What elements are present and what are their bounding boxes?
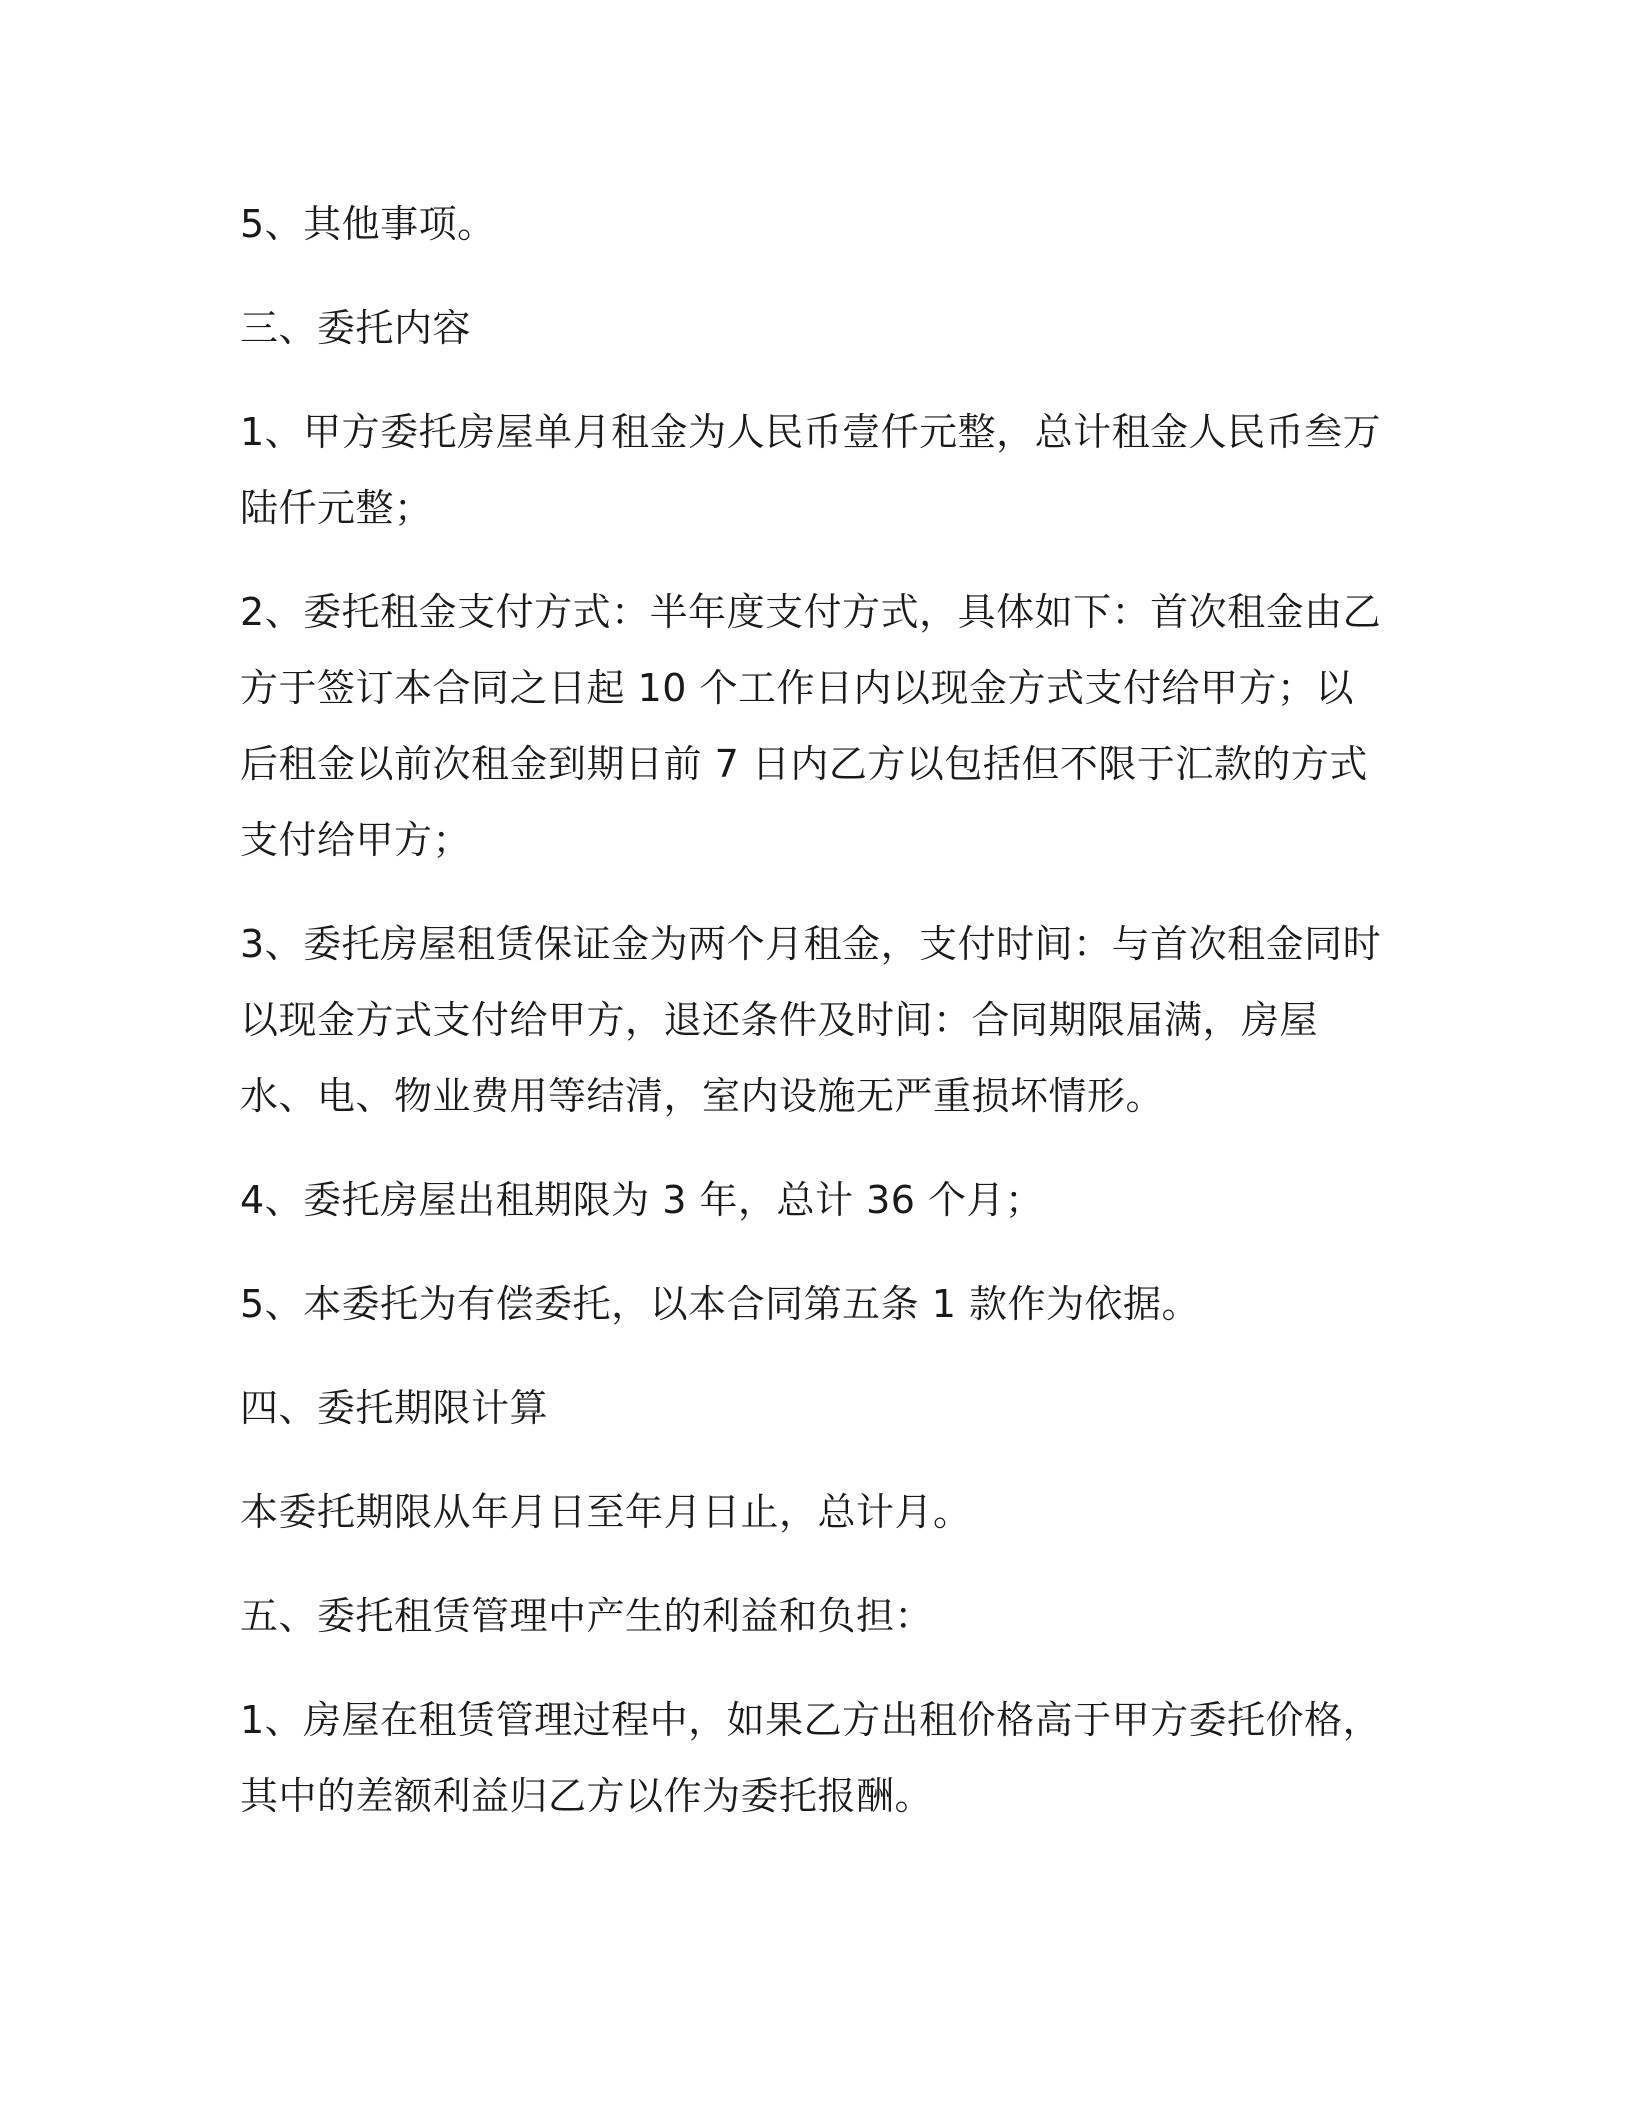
clause-5-1-difference: 1、房屋在租赁管理过程中，如果乙方出租价格高于甲方委托价格，其中的差额利益归乙方以作为委托报酬。 [240,1698,1382,1818]
clause-3-4-term: 4、委托房屋出租期限为 3 年，总计 36 个月； [240,1178,1044,1222]
clause-3-5-compensation: 5、本委托为有偿委托，以本合同第五条 1 款作为依据。 [240,1282,1201,1326]
item-5-other-matters: 5、其他事项。 [240,202,496,246]
section-4-text: 本委托期限从年月日至年月日止，总计月。 [240,1490,972,1534]
clause-3-1-rent: 1、甲方委托房屋单月租金为人民币壹仟元整，总计租金人民币叁万陆仟元整； [240,410,1382,530]
section-3-heading: 三、委托内容 [240,306,472,350]
clause-3-3-deposit: 3、委托房屋租赁保证金为两个月租金，支付时间：与首次租金同时以现金方式支付给甲方，退还条件及时间：合同期限届满，房屋水、电、物业费用等结清，室内设施无严重损坏情形。 [240,922,1382,1118]
clause-3-2-payment: 2、委托租金支付方式：半年度支付方式，具体如下：首次租金由乙方于签订本合同之日起 10 个工作日内以现金方式支付给甲方；以后租金以前次租金到期日前 7 日内乙方以包括但不限于汇款的方式支付给甲方； [240,590,1382,862]
document-body [240,186,1390,1862]
section-5-heading: 五、委托租赁管理中产生的利益和负担： [240,1594,934,1638]
section-4-heading: 四、委托期限计算 [240,1386,549,1430]
